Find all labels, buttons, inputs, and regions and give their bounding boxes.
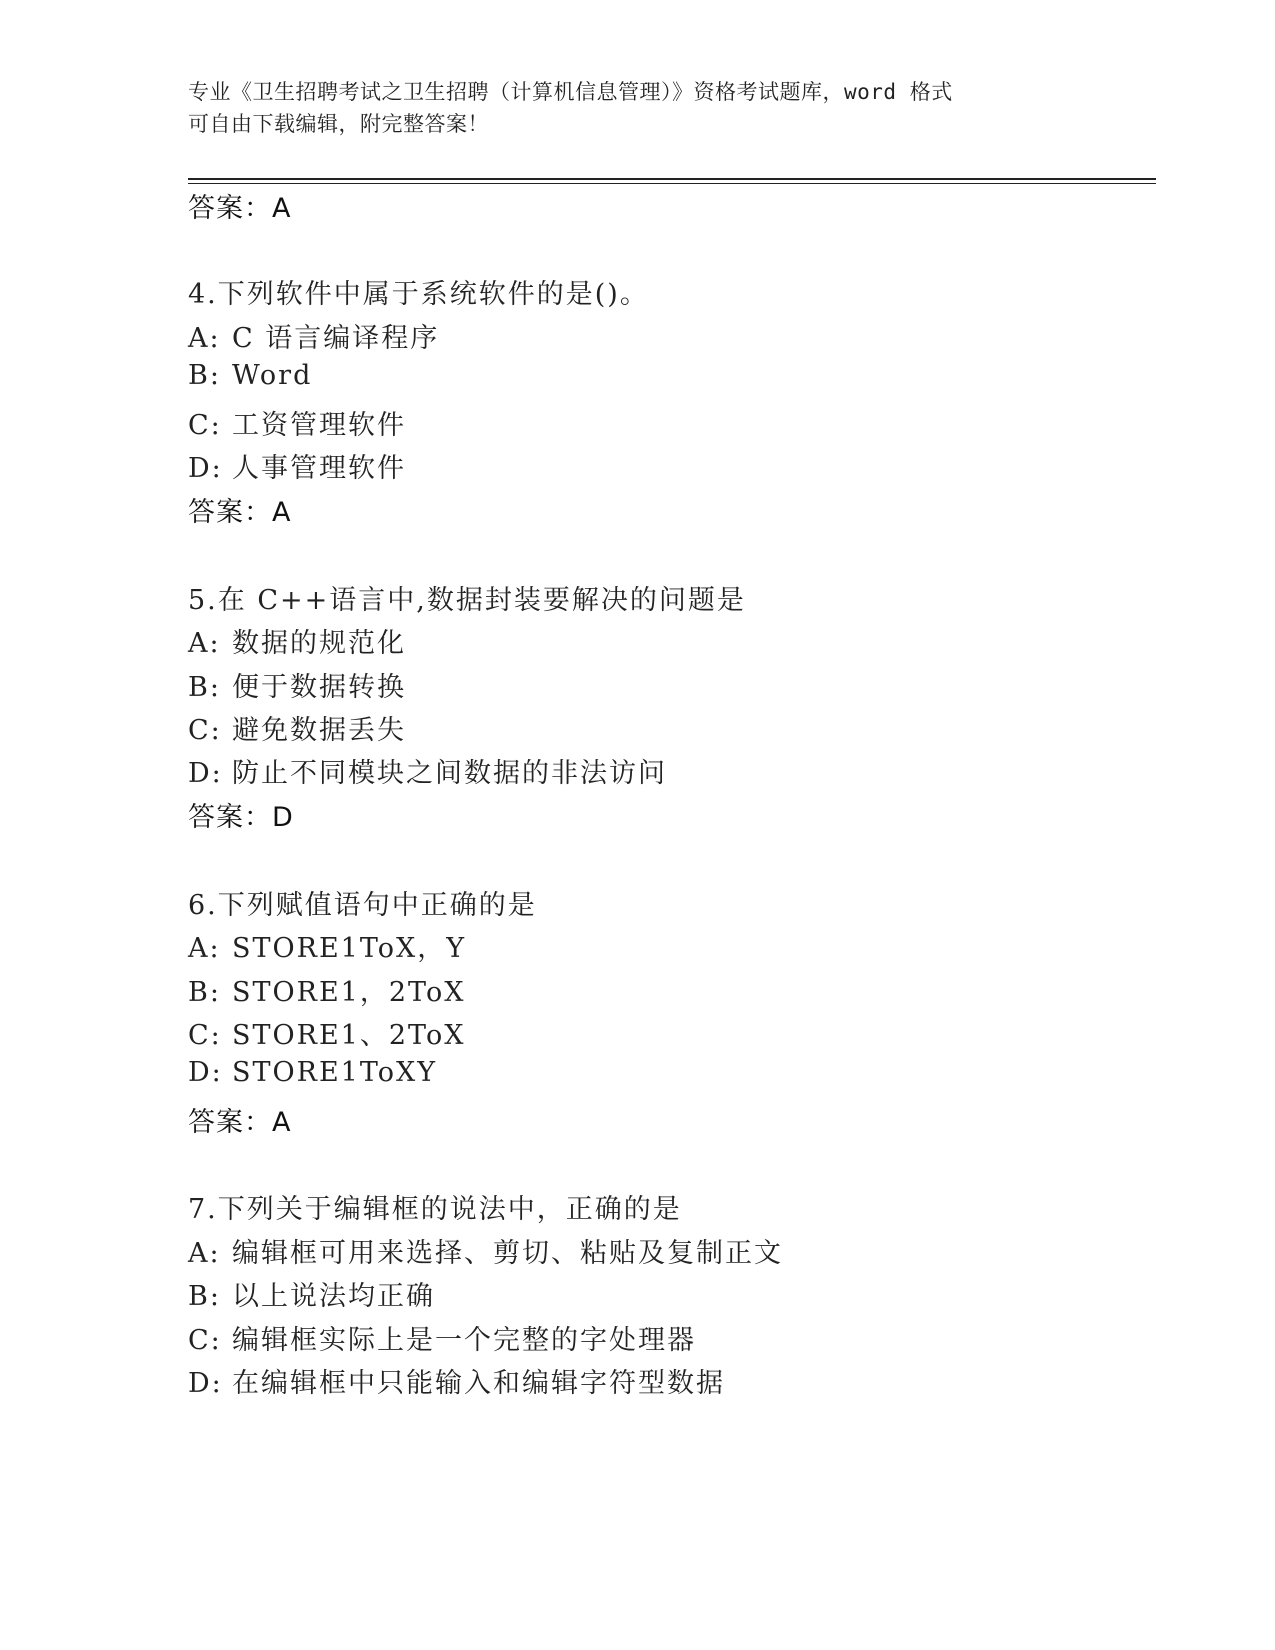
option-key: D: (188, 1368, 223, 1399)
document-header (188, 76, 1088, 140)
option-key: B: (188, 672, 221, 703)
question-4-option-a (188, 316, 439, 355)
option-text: 数据的规范化 (232, 628, 406, 659)
option-text: 避免数据丢失 (232, 715, 406, 746)
option-text: Word (232, 360, 313, 391)
answer-prev: 答案：A (188, 193, 292, 224)
option-text: STORE1ToXY (232, 1057, 438, 1088)
option-text: C 语言编译程序 (232, 323, 440, 354)
option-key: C: (188, 1325, 222, 1356)
option-key: B: (188, 977, 221, 1008)
question-5-option-d (188, 751, 667, 790)
question-6-option-a (188, 926, 466, 965)
option-text: 工资管理软件 (232, 410, 406, 441)
question-7-option-d (188, 1361, 725, 1400)
question-5-text: 5.在 C++语言中,数据封装要解决的问题是 (188, 585, 746, 616)
option-key: A: (188, 628, 221, 659)
option-text: 编辑框可用来选择、剪切、粘贴及复制正文 (232, 1238, 783, 1269)
option-text: 在编辑框中只能输入和编辑字符型数据 (232, 1368, 725, 1399)
question-6-option-b (188, 970, 465, 1009)
question-5-option-c (188, 708, 406, 747)
option-key: B: (188, 360, 221, 391)
header-divider-thin (188, 183, 1156, 184)
question-5-answer: 答案：D (188, 802, 294, 833)
question-6-option-d (188, 1057, 437, 1088)
question-7-text: 7.下列关于编辑框的说法中，正确的是 (188, 1194, 682, 1225)
question-4-option-d (188, 446, 406, 485)
question-6-answer: 答案：A (188, 1107, 292, 1138)
question-4-answer: 答案：A (188, 497, 292, 528)
header-title-line-2: 可自由下载编辑，附完整答案！ (188, 112, 489, 136)
option-key: D: (188, 453, 223, 484)
header-divider-thick (188, 178, 1156, 180)
option-key: A: (188, 323, 221, 354)
header-title-line-1: 专业《卫生招聘考试之卫生招聘（计算机信息管理）》资格考试题库，word 格式 (188, 80, 953, 104)
option-text: STORE1ToX，Y (232, 933, 467, 964)
option-key: C: (188, 715, 222, 746)
question-7-option-b (188, 1274, 435, 1313)
option-text: STORE1，2ToX (232, 977, 466, 1008)
option-text: 以上说法均正确 (232, 1281, 435, 1312)
option-text: 防止不同模块之间数据的非法访问 (232, 758, 667, 789)
option-key: D: (188, 758, 223, 789)
question-4-option-b (188, 360, 312, 391)
option-key: C: (188, 1020, 222, 1051)
option-key: A: (188, 1238, 221, 1269)
option-text: 人事管理软件 (232, 453, 406, 484)
option-key: C: (188, 410, 222, 441)
option-text: STORE1、2ToX (232, 1020, 466, 1051)
question-5-option-b (188, 665, 406, 704)
option-key: D: (188, 1057, 223, 1088)
question-5-option-a (188, 621, 406, 660)
option-text: 编辑框实际上是一个完整的字处理器 (232, 1325, 696, 1356)
question-4-option-c (188, 403, 406, 442)
question-6-option-c (188, 1013, 465, 1052)
question-7-option-c (188, 1318, 696, 1357)
question-7-option-a (188, 1231, 783, 1270)
option-key: B: (188, 1281, 221, 1312)
option-text: 便于数据转换 (232, 672, 406, 703)
option-key: A: (188, 933, 221, 964)
question-6-text: 6.下列赋值语句中正确的是 (188, 890, 537, 921)
question-4-text: 4.下列软件中属于系统软件的是()。 (188, 279, 649, 310)
